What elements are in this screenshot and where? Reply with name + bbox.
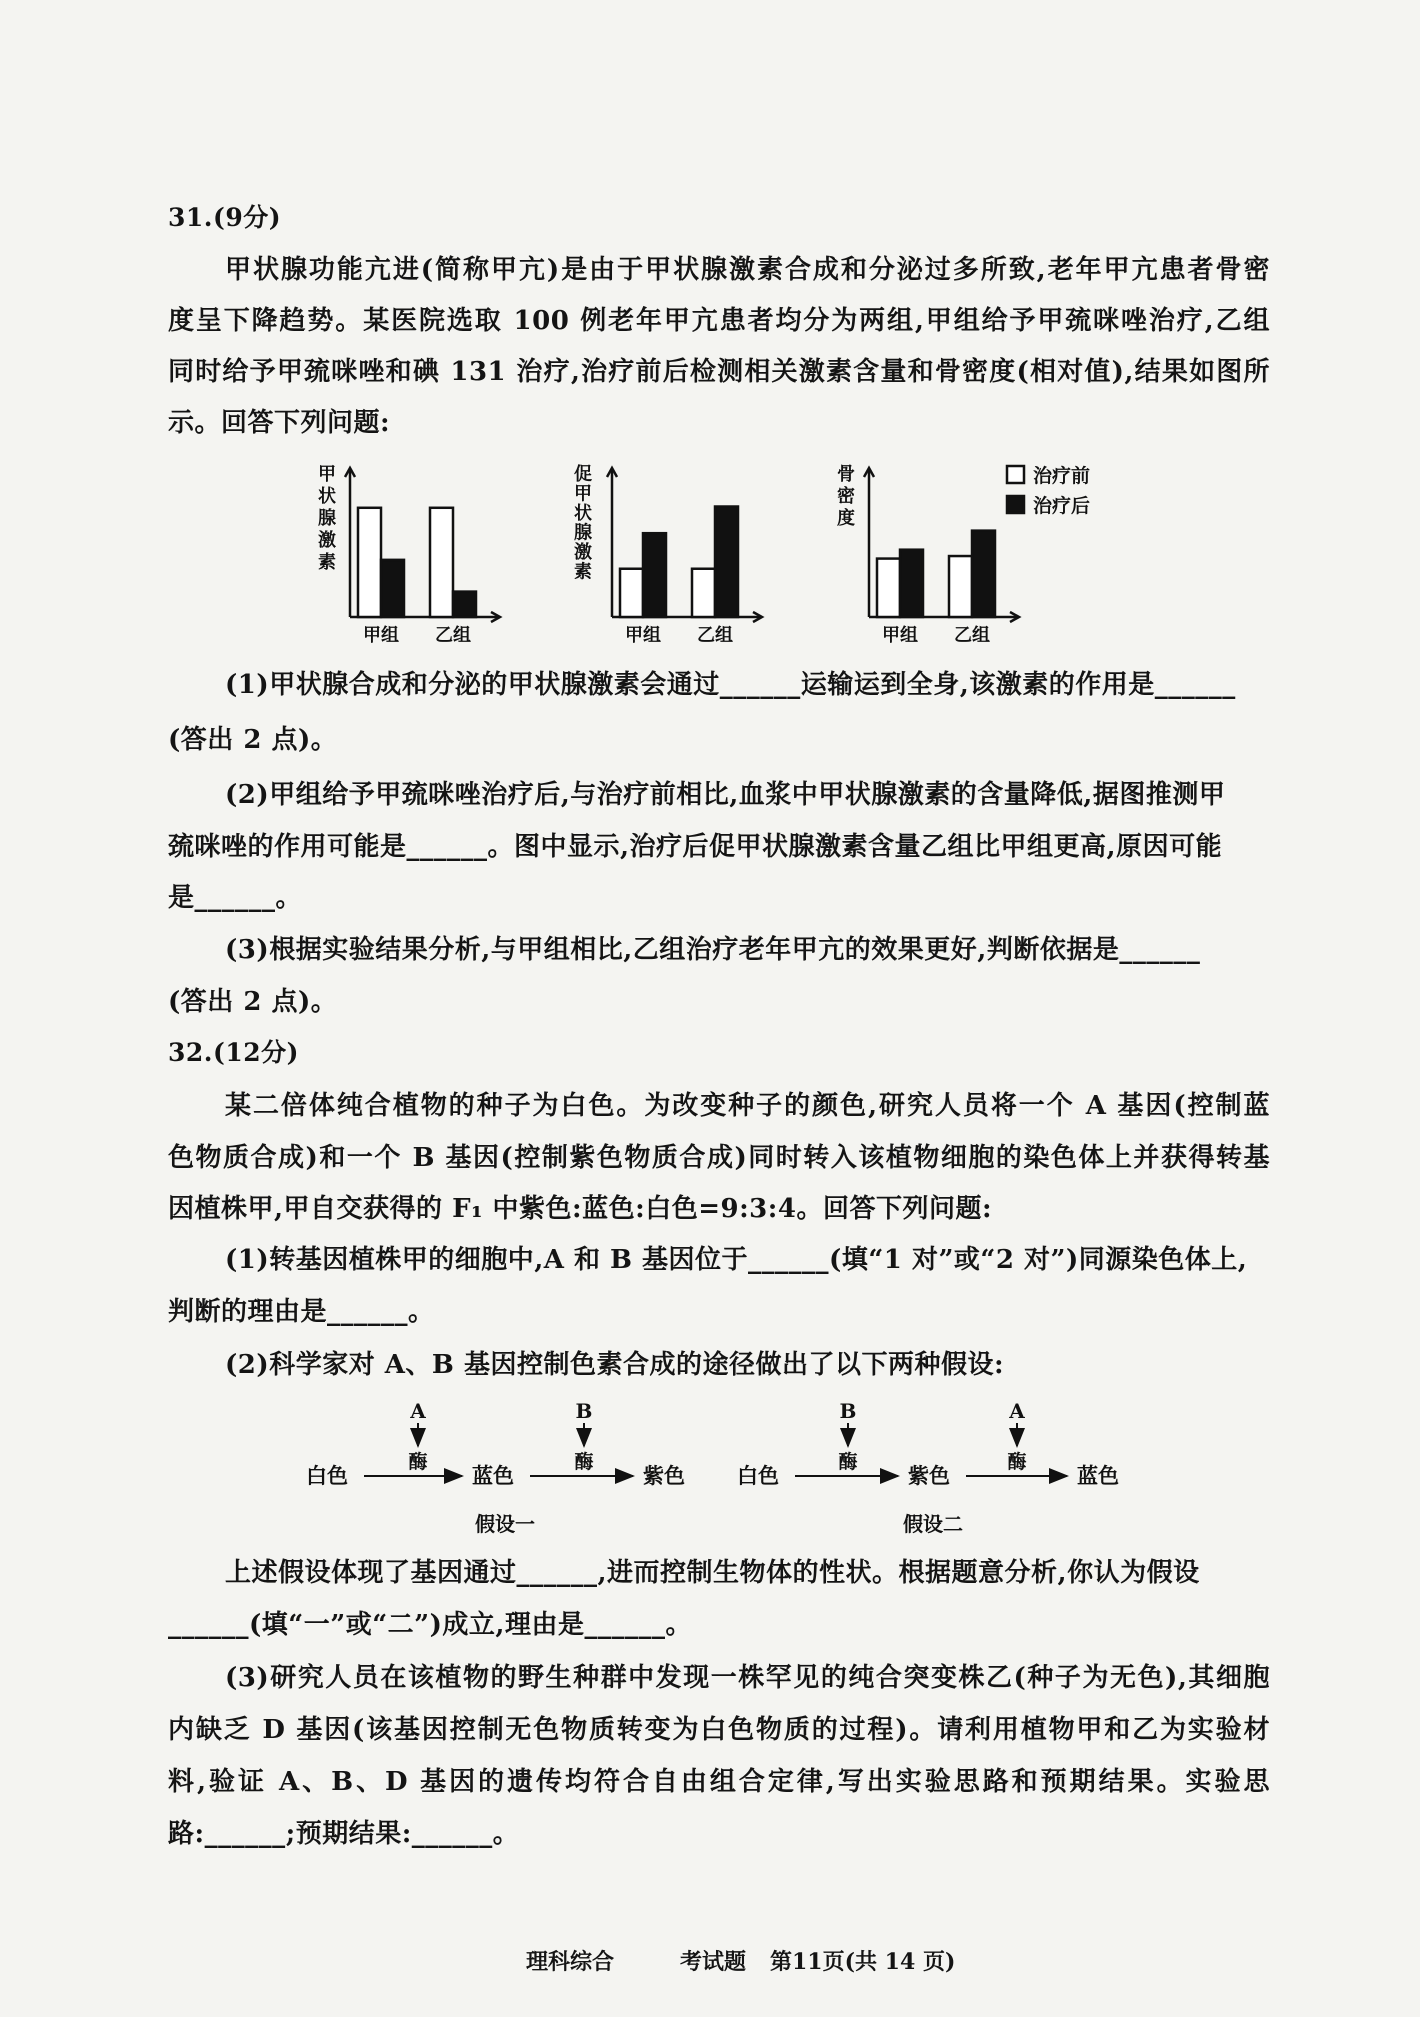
hypothesis-2-pathway bbox=[737, 1399, 1119, 1536]
footer-type: 考试题 bbox=[680, 1949, 747, 1975]
q31-sub2-line: 巯咪唑的作用可能是______。图中显示,治疗后促甲状腺激素含量乙组比甲组更高,原因可能 bbox=[168, 832, 1223, 862]
h1-enzyme-1: 酶 bbox=[408, 1451, 428, 1473]
q32-sub3-line: (3)研究人员在该植物的野生种群中发现一株罕见的纯合突变株乙(种子为无色),其细胞 bbox=[225, 1663, 1270, 1693]
legend-label-before: 治疗前 bbox=[1033, 465, 1091, 487]
chart-bone-density bbox=[837, 464, 1019, 646]
q31-sub1-line: (1)甲状腺合成和分泌的甲状腺激素会通过______运输运到全身,该激素的作用是______ bbox=[225, 670, 1236, 700]
q32-sub3-line: 内缺乏 D 基因(该基因控制无色物质转变为白色物质的过程)。请利用植物甲和乙为实验材 bbox=[168, 1715, 1270, 1745]
y-axis-label-char: 度 bbox=[837, 508, 855, 529]
h1-color-purple: 紫色 bbox=[643, 1463, 685, 1488]
hypothesis-1-label: 假设一 bbox=[475, 1512, 535, 1536]
bar-after-treatment bbox=[453, 592, 476, 617]
q32-sub3-line: 路:______;预期结果:______。 bbox=[168, 1819, 520, 1849]
q31-sub3-line: (答出 2 点)。 bbox=[168, 987, 338, 1017]
h1-enzyme-2: 酶 bbox=[574, 1451, 594, 1473]
bar-after-treatment bbox=[900, 550, 923, 617]
y-axis-label-char: 激 bbox=[574, 542, 592, 563]
legend-swatch-after bbox=[1007, 496, 1024, 513]
chart-tsh bbox=[574, 463, 762, 646]
h1-color-blue: 蓝色 bbox=[472, 1463, 514, 1488]
hypothesis-2-label: 假设二 bbox=[903, 1512, 963, 1536]
h2-gene-a: A bbox=[1009, 1399, 1025, 1423]
footer-subject: 理科综合 bbox=[526, 1949, 615, 1975]
x-tick-label: 甲组 bbox=[882, 625, 918, 646]
y-axis-label-char: 状 bbox=[318, 486, 336, 507]
y-axis-label-char: 素 bbox=[318, 552, 336, 573]
h2-color-blue: 蓝色 bbox=[1077, 1463, 1119, 1488]
y-axis-label-char: 促 bbox=[574, 464, 592, 485]
q31-sub1-line: (答出 2 点)。 bbox=[168, 725, 338, 755]
bar-before-treatment bbox=[358, 508, 381, 617]
bar-after-treatment bbox=[715, 507, 738, 617]
y-axis-label-char: 密 bbox=[837, 486, 855, 507]
h2-color-white: 白色 bbox=[737, 1463, 779, 1488]
bar-after-treatment bbox=[972, 531, 995, 617]
y-axis-label-char: 甲 bbox=[318, 464, 336, 485]
q32-sub2-intro: (2)科学家对 A、B 基因控制色素合成的途径做出了以下两种假设: bbox=[225, 1350, 1005, 1380]
bar-before-treatment bbox=[620, 569, 643, 617]
y-axis-label-char: 状 bbox=[574, 503, 592, 524]
legend-label-after: 治疗后 bbox=[1033, 495, 1091, 517]
bar-before-treatment bbox=[692, 569, 715, 617]
y-axis-label-char: 腺 bbox=[574, 522, 592, 544]
y-axis-label-char: 激 bbox=[318, 530, 336, 551]
pathway-diagram bbox=[0, 1385, 1420, 1540]
chart-legend bbox=[1007, 464, 1090, 517]
x-tick-label: 乙组 bbox=[435, 625, 471, 646]
q31-intro-line: 同时给予甲巯咪唑和碘 131 治疗,治疗前后检测相关激素含量和骨密度(相对值),结果如图所 bbox=[168, 357, 1270, 387]
h2-enzyme-2: 酶 bbox=[1007, 1451, 1027, 1473]
q32-sub2-line: 上述假设体现了基因通过______,进而控制生物体的性状。根据题意分析,你认为假设 bbox=[225, 1558, 1200, 1588]
q31-intro-line: 度呈下降趋势。某医院选取 100 例老年甲亢患者均分为两组,甲组给予甲巯咪唑治疗,乙组 bbox=[168, 306, 1270, 336]
footer-page-number: 第11页(共 14 页) bbox=[770, 1949, 956, 1975]
bar-before-treatment bbox=[949, 556, 972, 617]
bar-after-treatment bbox=[381, 560, 404, 617]
q32-sub1-line: 判断的理由是______。 bbox=[168, 1297, 435, 1327]
h1-color-white: 白色 bbox=[306, 1463, 348, 1488]
y-axis-label-char: 骨 bbox=[837, 464, 855, 485]
q32-header: 32.(12分) bbox=[168, 1038, 299, 1067]
bar-before-treatment bbox=[877, 559, 900, 617]
x-tick-label: 乙组 bbox=[954, 625, 990, 646]
q32-sub2-line: ______(填“一”或“二”)成立,理由是______。 bbox=[168, 1610, 692, 1640]
x-tick-label: 乙组 bbox=[697, 625, 733, 646]
h1-gene-b: B bbox=[575, 1399, 593, 1423]
h1-gene-a: A bbox=[410, 1399, 426, 1423]
y-axis-label-char: 甲 bbox=[574, 483, 592, 505]
legend-swatch-before bbox=[1007, 466, 1024, 483]
bar-before-treatment bbox=[430, 508, 453, 617]
h2-enzyme-1: 酶 bbox=[838, 1451, 858, 1473]
y-axis-label-char: 素 bbox=[574, 561, 592, 583]
q32-sub3-line: 料,验证 A、B、D 基因的遗传均符合自由组合定律,写出实验思路和预期结果。实验思 bbox=[168, 1767, 1270, 1797]
q31-header: 31.(9分) bbox=[168, 203, 282, 232]
q32-sub1-line: (1)转基因植株甲的细胞中,A 和 B 基因位于______(填“1 对”或“2 对”)同源染色体上, bbox=[225, 1245, 1248, 1275]
chart-thyroid-hormone bbox=[318, 464, 500, 646]
bar-after-treatment bbox=[643, 533, 666, 617]
x-tick-label: 甲组 bbox=[625, 625, 661, 646]
q31-intro-line: 甲状腺功能亢进(简称甲亢)是由于甲状腺激素合成和分泌过多所致,老年甲亢患者骨密 bbox=[225, 255, 1270, 285]
q31-sub3-line: (3)根据实验结果分析,与甲组相比,乙组治疗老年甲亢的效果更好,判断依据是______ bbox=[225, 935, 1201, 965]
y-axis-label-char: 腺 bbox=[318, 508, 336, 529]
q31-intro-line: 示。回答下列问题: bbox=[168, 408, 391, 438]
q31-sub2-line: (2)甲组给予甲巯咪唑治疗后,与治疗前相比,血浆中甲状腺激素的含量降低,据图推测甲 bbox=[225, 780, 1226, 810]
x-tick-label: 甲组 bbox=[363, 625, 399, 646]
q32-intro-line: 因植株甲,甲自交获得的 F₁ 中紫色:蓝色:白色=9:3:4。回答下列问题: bbox=[168, 1194, 993, 1224]
hypothesis-1-pathway bbox=[306, 1399, 685, 1536]
h2-gene-b: B bbox=[839, 1399, 857, 1423]
q32-intro-line: 某二倍体纯合植物的种子为白色。为改变种子的颜色,研究人员将一个 A 基因(控制蓝 bbox=[225, 1091, 1270, 1121]
q32-intro-line: 色物质合成)和一个 B 基因(控制紫色物质合成)同时转入该植物细胞的染色体上并获得转基 bbox=[168, 1143, 1270, 1173]
h2-color-purple: 紫色 bbox=[908, 1463, 950, 1488]
q31-sub2-line: 是______。 bbox=[168, 883, 303, 913]
q31-bar-charts-figure bbox=[0, 440, 1420, 665]
